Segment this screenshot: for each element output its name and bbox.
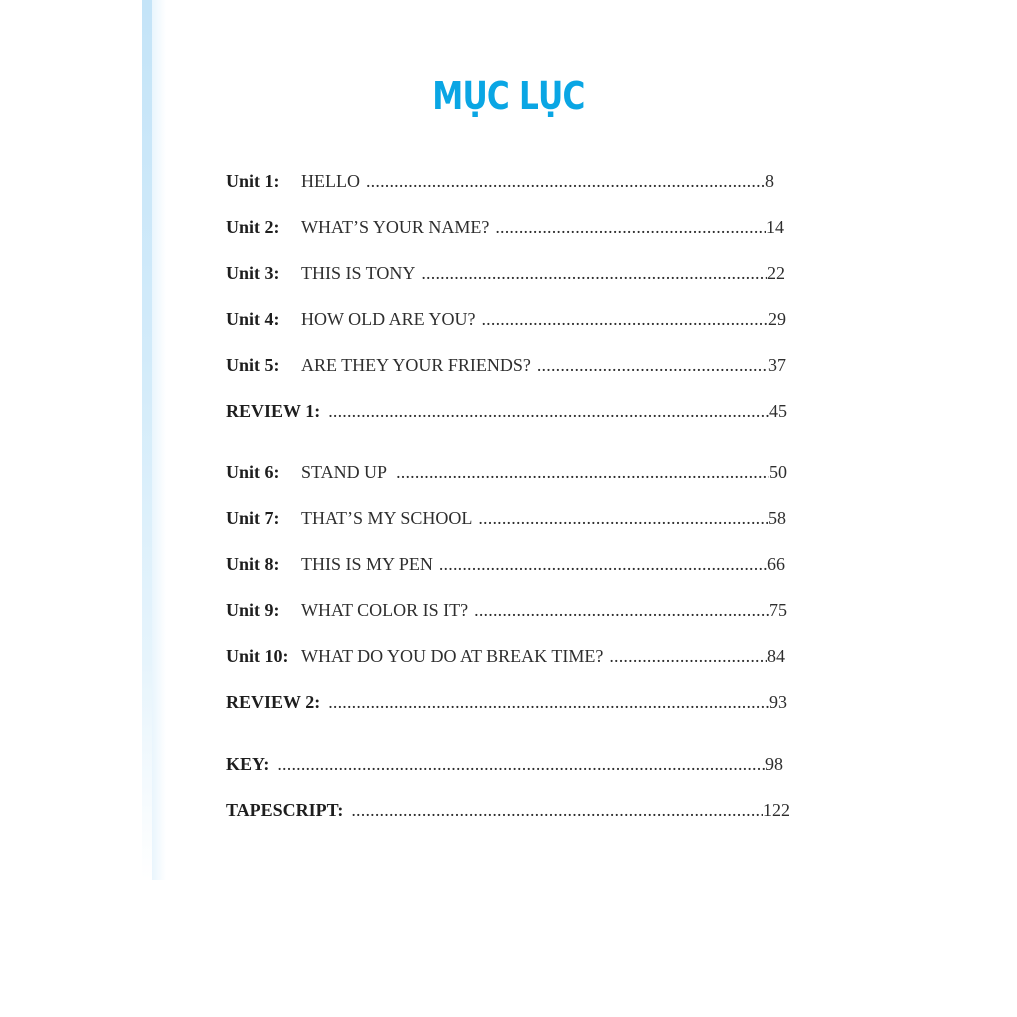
toc-entry: [226, 261, 785, 285]
toc-entry: [226, 644, 785, 668]
toc-entry-page: 84: [767, 646, 785, 666]
toc-dot-leader: [351, 798, 763, 822]
toc-entry-label: REVIEW 1:: [226, 401, 321, 421]
decorative-side-fade: [152, 0, 166, 880]
toc-entry-page: 58: [768, 508, 786, 528]
toc-dot-leader: [481, 307, 768, 331]
toc-dot-leader: [277, 752, 765, 776]
toc-entry-title: WHAT’S YOUR NAME?: [301, 217, 490, 237]
toc-entry-label: REVIEW 2:: [226, 692, 321, 712]
toc-entry: [226, 307, 786, 331]
toc-entry: [226, 215, 784, 239]
toc-entry-page: 75: [769, 600, 787, 620]
toc-entry-page: 22: [767, 263, 785, 283]
toc-entry-page: 122: [763, 800, 790, 820]
toc-dot-leader: [439, 552, 767, 576]
toc-dot-leader: [366, 169, 765, 193]
toc-entry: [226, 752, 783, 776]
toc-entry-label: Unit 8:: [226, 554, 280, 574]
toc-entry-title: HOW OLD ARE YOU?: [301, 309, 476, 329]
toc-entry-page: 14: [766, 217, 784, 237]
toc-dot-leader: [609, 644, 767, 668]
toc-dot-leader: [537, 353, 768, 377]
toc-entry-label: Unit 5:: [226, 355, 280, 375]
toc-entry-label: KEY:: [226, 754, 270, 774]
toc-entry-page: 50: [769, 462, 787, 482]
toc-dot-leader: [474, 598, 769, 622]
toc-entry-page: 66: [767, 554, 785, 574]
toc-entry-page: 29: [768, 309, 786, 329]
toc-entry-label: Unit 6:: [226, 462, 280, 482]
toc-entry: [226, 399, 787, 423]
toc-entry-page: 98: [765, 754, 783, 774]
toc-entry-title: HELLO: [301, 171, 360, 191]
toc-entry-page: 93: [769, 692, 787, 712]
page-title: MỤC LỤC: [432, 74, 585, 118]
toc-dot-leader: [495, 215, 766, 239]
toc-entry-label: Unit 9:: [226, 600, 280, 620]
toc-entry-title: STAND UP: [301, 462, 388, 482]
toc-dot-leader: [421, 261, 767, 285]
toc-entry-page: 37: [768, 355, 786, 375]
toc-dot-leader: [478, 506, 768, 530]
toc-entry-title: WHAT DO YOU DO AT BREAK TIME?: [301, 646, 604, 666]
toc-entry: [226, 552, 785, 576]
toc-entry-label: Unit 1:: [226, 171, 280, 191]
toc-entry-title: THIS IS MY PEN: [301, 554, 433, 574]
toc-entry-title: WHAT COLOR IS IT?: [301, 600, 469, 620]
toc-entry-title: THIS IS TONY: [301, 263, 416, 283]
toc-dot-leader: [328, 399, 769, 423]
toc-entry: [226, 690, 787, 714]
toc-entry-title: ARE THEY YOUR FRIENDS?: [301, 355, 531, 375]
toc-entry-label: Unit 10:: [226, 646, 289, 666]
toc-entry: [226, 598, 787, 622]
toc-entry-label: Unit 3:: [226, 263, 280, 283]
toc-entry-title: THAT’S MY SCHOOL: [301, 508, 473, 528]
toc-entry: [226, 169, 774, 193]
toc-entry: [226, 353, 786, 377]
toc-entry-label: Unit 4:: [226, 309, 280, 329]
decorative-side-strip: [142, 0, 152, 880]
toc-dot-leader: [396, 460, 769, 484]
toc-entry: [226, 506, 786, 530]
toc-entry-page: 8: [765, 171, 774, 191]
toc-entry: [226, 798, 790, 822]
toc-entry: [226, 460, 787, 484]
toc-entry-label: TAPESCRIPT:: [226, 800, 344, 820]
toc-entry-label: Unit 7:: [226, 508, 280, 528]
toc-entry-page: 45: [769, 401, 787, 421]
toc-entry-label: Unit 2:: [226, 217, 280, 237]
toc-dot-leader: [328, 690, 769, 714]
